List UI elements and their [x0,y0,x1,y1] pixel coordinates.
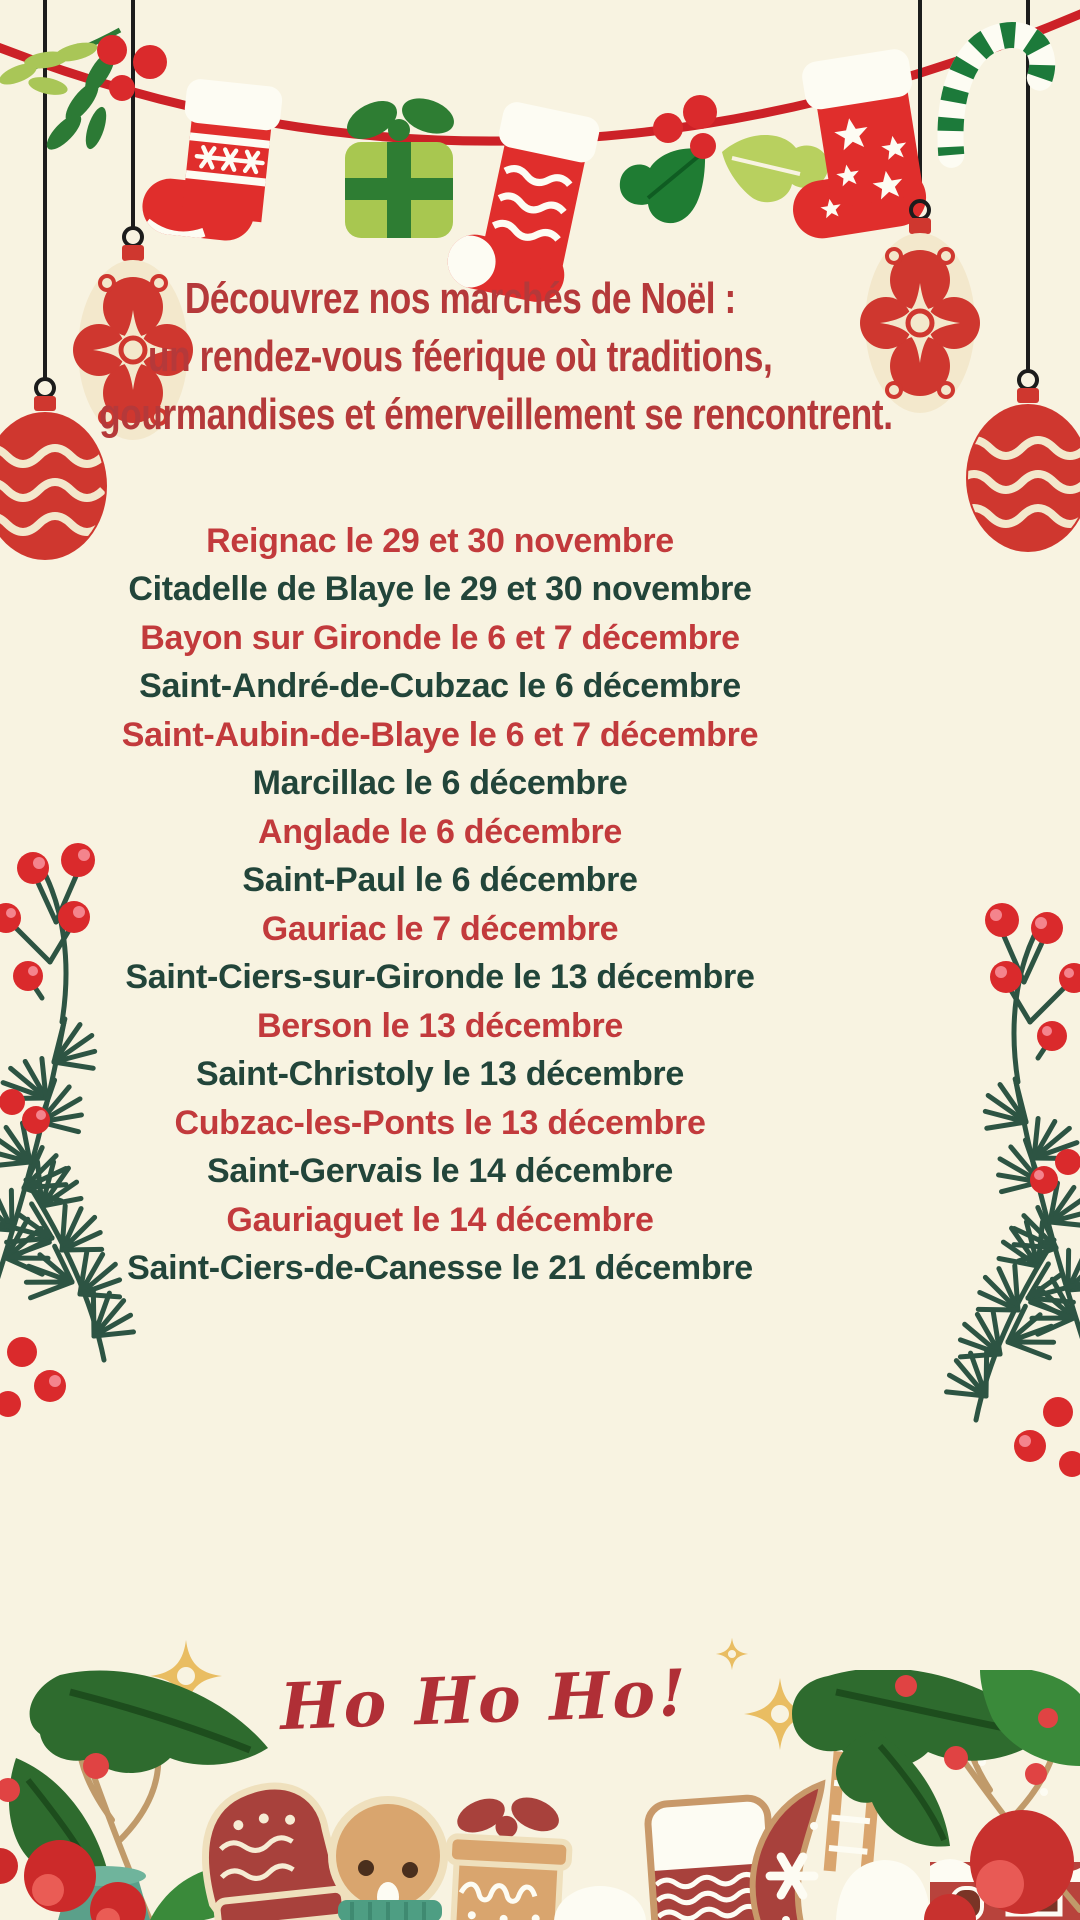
greeting-text: Ho Ho Ho! [279,1655,691,1746]
market-list-item: Cubzac-les-Ponts le 13 décembre [174,1103,706,1142]
market-list-item: Marcillac le 6 décembre [252,764,628,803]
bottom-gingerbread-decoration [0,1670,1080,1920]
market-list-item: Gauriac le 7 décembre [261,909,619,948]
market-list-item: Saint-Ciers-de-Canesse le 21 décembre [127,1249,753,1288]
pine-branch-left [0,710,170,1440]
header-line-3: gourmandises et émerveillement se rencontrent. [99,390,893,439]
header-line-2: un rendez-vous féerique où traditions, [147,332,773,381]
poster-header [0,270,920,444]
candy-cane-icon [947,29,1045,163]
market-list-item: Berson le 13 décembre [257,1006,623,1045]
market-list-item: Anglade le 6 décembre [257,812,623,851]
market-list-item: Saint-Christoly le 13 décembre [196,1055,684,1094]
gift-icon [341,92,459,238]
market-list-item: Saint-André-de-Cubzac le 6 décembre [139,667,741,706]
header-line-1: Découvrez nos marchés de Noël : [184,274,736,323]
market-list-item: Citadelle de Blaye le 29 et 30 novembre [128,570,752,609]
market-list-item: Saint-Gervais le 14 décembre [207,1152,673,1191]
market-list-item: Reignac le 29 et 30 novembre [206,521,674,560]
market-list-item: Saint-Paul le 6 décembre [242,861,638,900]
snow-icon [554,1886,646,1920]
wave-ornament-icon [958,371,1080,552]
market-list-item: Bayon sur Gironde le 6 et 7 décembre [140,618,740,657]
snow-icon [836,1860,930,1920]
market-list-item: Saint-Ciers-sur-Gironde le 13 décembre [125,958,755,997]
market-list-item: Saint-Aubin-de-Blaye le 6 et 7 décembre [121,715,759,754]
gingerbread-gift-icon [444,1787,572,1920]
pine-branch-right [910,770,1080,1500]
market-list-item: Gauriaguet le 14 décembre [226,1200,654,1239]
gingerbread-man-icon [328,1796,448,1920]
